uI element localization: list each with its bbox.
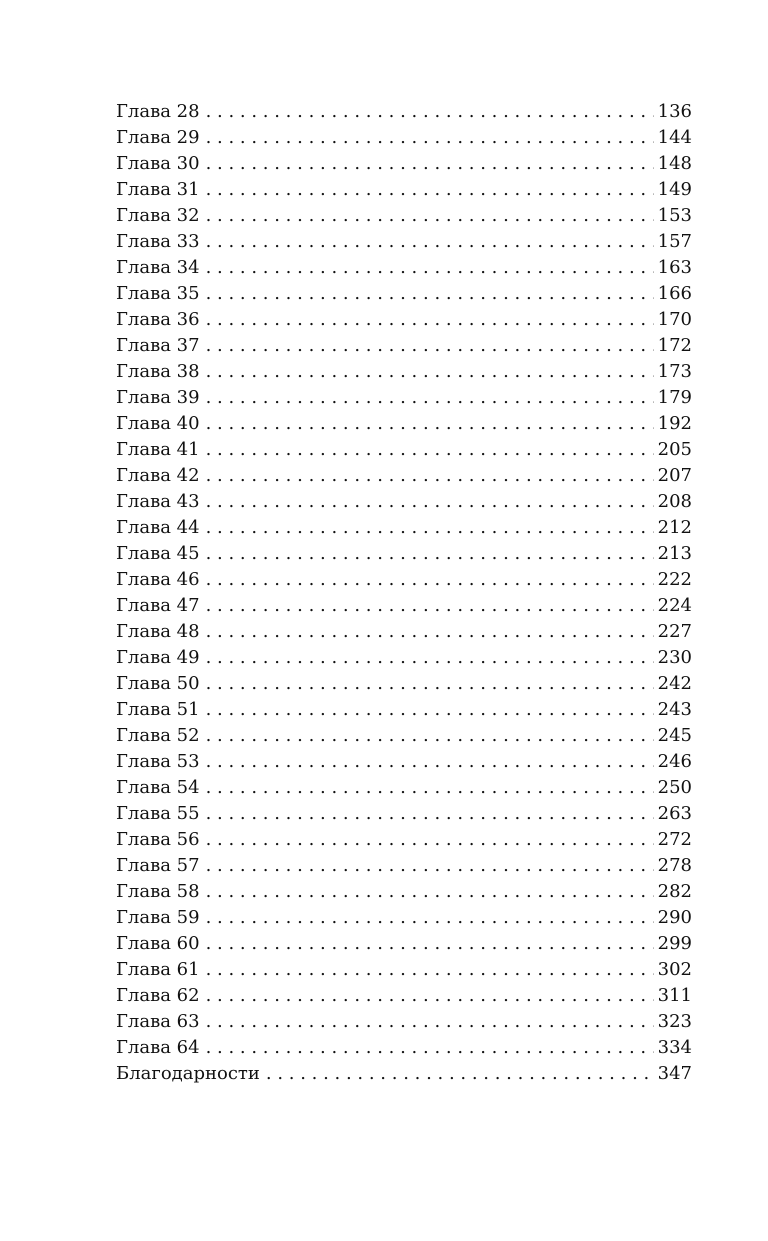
toc-entry-title: Глава 58 [116,881,200,902]
toc-entry-page-number: 242 [657,673,692,694]
toc-entry-title: Глава 48 [116,621,200,642]
toc-entry-page-number: 205 [657,439,692,460]
toc-entry [116,333,692,359]
toc-dot-leader [206,151,654,177]
toc-dot-leader [206,593,654,619]
toc-dot-leader [206,255,654,281]
toc-entry-page-number: 179 [657,387,692,408]
toc-dot-leader [206,541,654,567]
toc-entry-title: Глава 31 [116,179,200,200]
toc-entry [116,749,692,775]
toc-entry-page-number: 272 [657,829,692,850]
toc-entry [116,957,692,983]
toc-entry [116,671,692,697]
toc-dot-leader [206,385,654,411]
toc-entry-title: Глава 29 [116,127,200,148]
toc-entry-page-number: 213 [657,543,692,564]
toc-entry-page-number: 212 [657,517,692,538]
toc-dot-leader [206,827,654,853]
toc-entry [116,541,692,567]
toc-entry-title: Благодарности [116,1063,260,1084]
toc-entry-page-number: 245 [657,725,692,746]
toc-entry-page-number: 153 [657,205,692,226]
toc-entry-page-number: 311 [657,985,692,1006]
toc-entry-title: Глава 44 [116,517,200,538]
toc-entry-title: Глава 50 [116,673,200,694]
toc-dot-leader [206,905,654,931]
toc-entry-page-number: 250 [657,777,692,798]
toc-entry-title: Глава 62 [116,985,200,1006]
toc-entry-title: Глава 37 [116,335,200,356]
toc-entry [116,99,692,125]
toc-entry [116,307,692,333]
toc-entry-title: Глава 42 [116,465,200,486]
toc-entry-page-number: 227 [657,621,692,642]
toc-entry [116,177,692,203]
toc-entry-page-number: 149 [657,179,692,200]
toc-entry-page-number: 207 [657,465,692,486]
toc-entry-title: Глава 32 [116,205,200,226]
toc-dot-leader [206,437,654,463]
toc-dot-leader [206,879,654,905]
toc-entry-title: Глава 57 [116,855,200,876]
toc-entry-page-number: 347 [657,1063,692,1084]
toc-entry [116,125,692,151]
toc-entry-page-number: 302 [657,959,692,980]
toc-dot-leader [206,359,654,385]
toc-dot-leader [206,1035,654,1061]
toc-dot-leader [206,515,654,541]
toc-entry [116,411,692,437]
toc-entry [116,879,692,905]
toc-entry [116,853,692,879]
toc-dot-leader [206,125,654,151]
toc-entry-page-number: 334 [657,1037,692,1058]
toc-entry [116,229,692,255]
toc-entry-page-number: 243 [657,699,692,720]
toc-entry [116,1035,692,1061]
toc-entry-title: Глава 28 [116,101,200,122]
toc-dot-leader [206,671,654,697]
toc-entry [116,1061,692,1087]
toc-entry [116,437,692,463]
toc-entry [116,905,692,931]
toc-entry-page-number: 263 [657,803,692,824]
toc-entry-page-number: 222 [657,569,692,590]
toc-entry-page-number: 136 [657,101,692,122]
toc-dot-leader [206,333,654,359]
toc-dot-leader [206,775,654,801]
toc-entry-title: Глава 64 [116,1037,200,1058]
toc-dot-leader [206,931,654,957]
toc-entry [116,619,692,645]
toc-entry-page-number: 299 [657,933,692,954]
toc-entry [116,385,692,411]
toc-entry-title: Глава 63 [116,1011,200,1032]
toc-entry-page-number: 230 [657,647,692,668]
toc-entry-title: Глава 30 [116,153,200,174]
toc-dot-leader [206,281,654,307]
toc-entry-title: Глава 38 [116,361,200,382]
toc-entry [116,593,692,619]
toc-entry-page-number: 163 [657,257,692,278]
toc-dot-leader [206,983,654,1009]
toc-entry [116,255,692,281]
toc-dot-leader [206,1009,654,1035]
toc-entry-title: Глава 40 [116,413,200,434]
toc-dot-leader [206,463,654,489]
toc-dot-leader [206,229,654,255]
toc-dot-leader [206,489,654,515]
toc-entry-title: Глава 36 [116,309,200,330]
toc-entry-page-number: 290 [657,907,692,928]
toc-entry-title: Глава 52 [116,725,200,746]
toc-entry-page-number: 208 [657,491,692,512]
toc-dot-leader [206,957,654,983]
toc-dot-leader [206,307,654,333]
toc-dot-leader [206,723,654,749]
toc-dot-leader [206,853,654,879]
toc-entry [116,723,692,749]
toc-entry [116,827,692,853]
toc-entry [116,1009,692,1035]
toc-entry-page-number: 173 [657,361,692,382]
toc-entry-title: Глава 45 [116,543,200,564]
toc-entry-title: Глава 51 [116,699,200,720]
toc-entry [116,281,692,307]
toc-entry-title: Глава 55 [116,803,200,824]
toc-entry-page-number: 224 [657,595,692,616]
toc-entry [116,151,692,177]
toc-entry-page-number: 144 [657,127,692,148]
table-of-contents [116,99,692,1087]
toc-entry-title: Глава 35 [116,283,200,304]
toc-entry-title: Глава 41 [116,439,200,460]
toc-entry [116,567,692,593]
toc-entry-title: Глава 46 [116,569,200,590]
toc-entry-title: Глава 43 [116,491,200,512]
toc-dot-leader [206,177,654,203]
toc-entry-title: Глава 59 [116,907,200,928]
toc-dot-leader [206,99,654,125]
toc-entry-page-number: 246 [657,751,692,772]
toc-entry-title: Глава 47 [116,595,200,616]
toc-entry-page-number: 323 [657,1011,692,1032]
toc-entry-page-number: 166 [657,283,692,304]
toc-entry-page-number: 192 [657,413,692,434]
toc-entry-title: Глава 56 [116,829,200,850]
toc-dot-leader [206,749,654,775]
toc-entry-title: Глава 39 [116,387,200,408]
toc-dot-leader [206,567,654,593]
toc-entry-page-number: 148 [657,153,692,174]
toc-entry [116,697,692,723]
toc-entry-title: Глава 60 [116,933,200,954]
toc-entry-title: Глава 53 [116,751,200,772]
toc-entry-page-number: 172 [657,335,692,356]
toc-entry [116,489,692,515]
toc-entry [116,645,692,671]
toc-entry [116,515,692,541]
toc-dot-leader [206,619,654,645]
toc-entry [116,359,692,385]
toc-entry-title: Глава 34 [116,257,200,278]
toc-dot-leader [206,203,654,229]
toc-entry [116,983,692,1009]
toc-entry [116,801,692,827]
toc-dot-leader [206,411,654,437]
toc-dot-leader [206,645,654,671]
toc-dot-leader [266,1061,654,1087]
toc-entry [116,931,692,957]
toc-entry-page-number: 170 [657,309,692,330]
toc-entry-title: Глава 61 [116,959,200,980]
toc-entry-page-number: 278 [657,855,692,876]
toc-entry-page-number: 282 [657,881,692,902]
toc-entry-title: Глава 54 [116,777,200,798]
toc-entry-title: Глава 49 [116,647,200,668]
toc-dot-leader [206,801,654,827]
toc-entry [116,775,692,801]
toc-dot-leader [206,697,654,723]
toc-entry-title: Глава 33 [116,231,200,252]
toc-entry-page-number: 157 [657,231,692,252]
toc-entry [116,203,692,229]
toc-entry [116,463,692,489]
